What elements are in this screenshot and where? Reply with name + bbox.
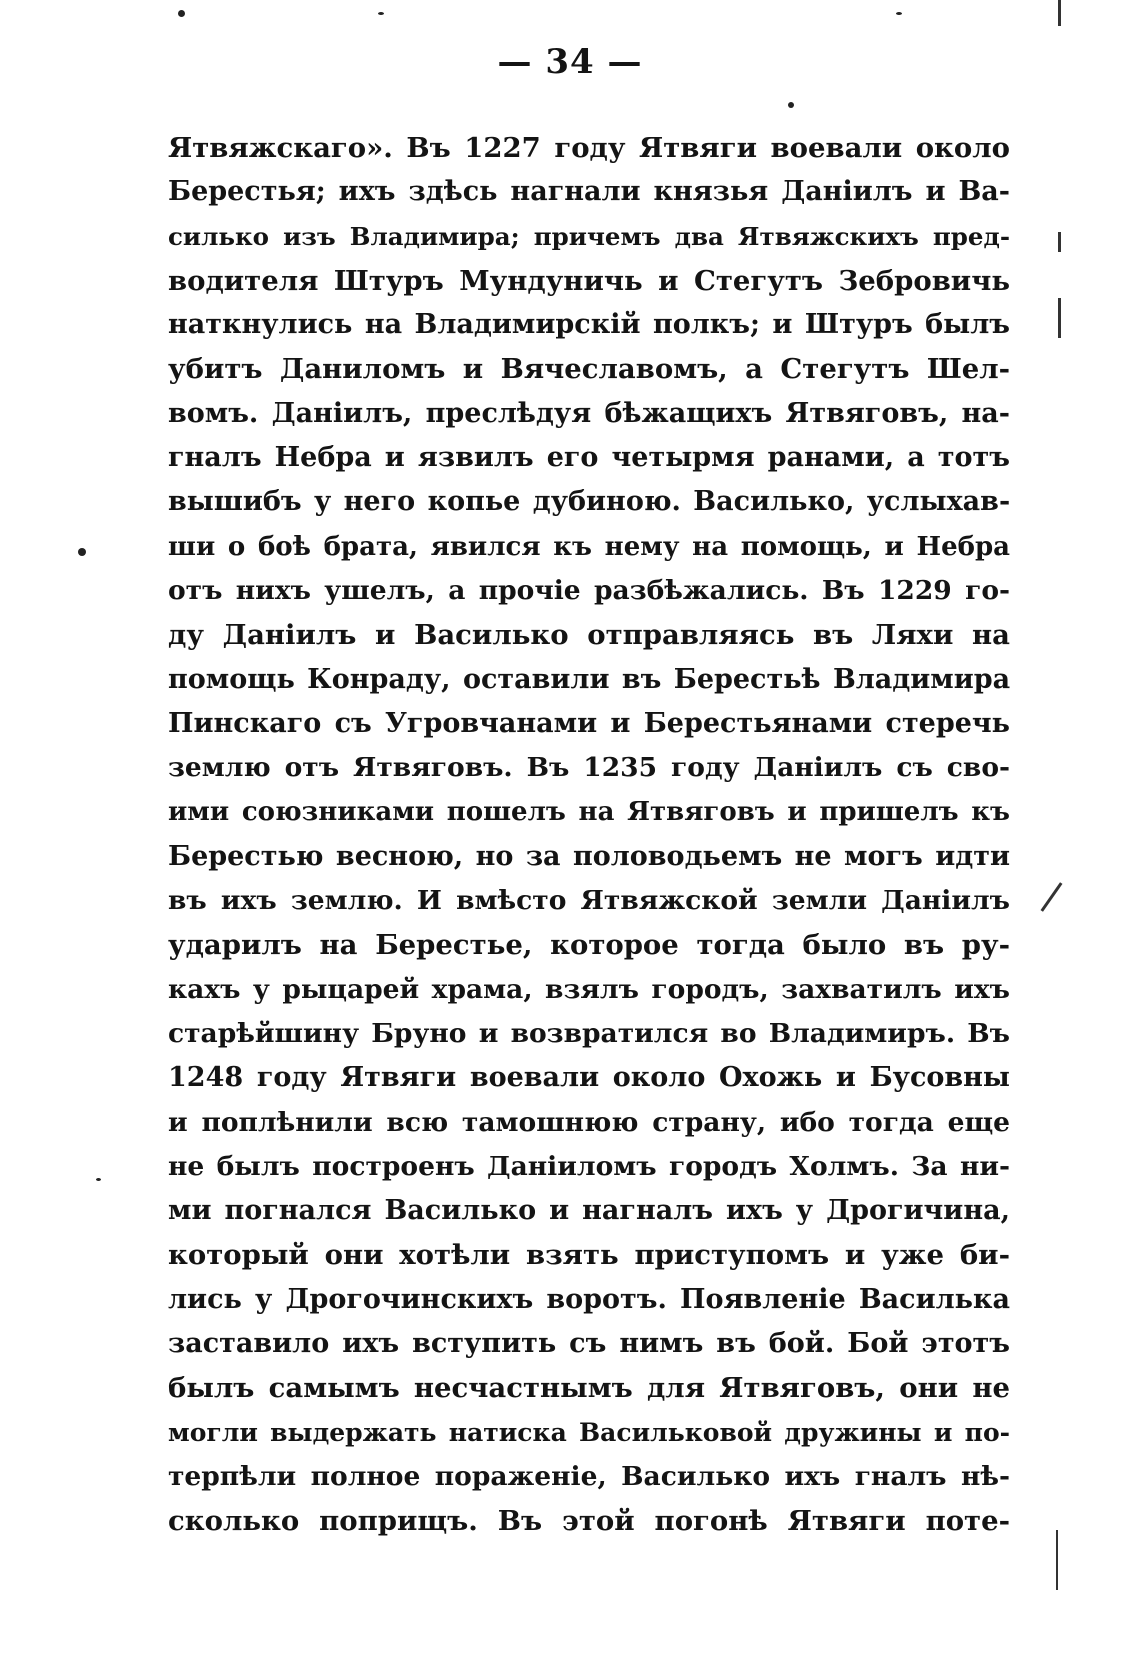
scan-speck <box>896 12 902 15</box>
text-line: вышибъ у него копье дубиною. Василько, услыхав- <box>168 486 1011 518</box>
scan-speck <box>378 12 384 15</box>
text-line: былъ самымъ несчастнымъ для Ятвяговъ, они не <box>168 1372 1010 1405</box>
text-line: ши о боѣ брата, явился къ нему на помощь, и Небра <box>168 531 1010 562</box>
text-line: отъ нихъ ушелъ, а прочіе разбѣжались. Въ 1229 го- <box>168 574 1010 606</box>
text-line: не былъ построенъ Даніиломъ городъ Холмъ. За ни- <box>168 1150 1010 1182</box>
text-line: убитъ Даниломъ и Вячеславомъ, а Стегутъ Шел- <box>168 353 1010 386</box>
scan-edge-mark <box>1058 298 1061 338</box>
text-line: ими союзниками пошелъ на Ятвяговъ и пришелъ къ <box>168 797 1010 828</box>
page-number: — 34 — <box>497 42 643 82</box>
text-line: лись у Дрогочинскихъ воротъ. Появленіе Василька <box>168 1283 1010 1315</box>
text-line: могли выдержать натиска Васильковой дружины и по- <box>168 1417 1010 1447</box>
text-line: землю отъ Ятвяговъ. Въ 1235 году Даніилъ съ сво- <box>168 752 1010 784</box>
text-line: и поплѣнили всю тамошнюю страну, ибо тогда еще <box>168 1106 1010 1138</box>
text-line: наткнулись на Владимирскій полкъ; и Штуръ былъ <box>168 309 1010 341</box>
body-text <box>168 126 1010 1544</box>
text-line: вомъ. Даніилъ, преслѣдуя бѣжащихъ Ятвяговъ, на- <box>168 397 1010 429</box>
scan-speck <box>96 1178 101 1181</box>
text-line: кахъ у рыцарей храма, взялъ городъ, захватилъ ихъ <box>168 973 1010 1005</box>
text-line: старѣйшину Бруно и возвратился во Владимиръ. Въ <box>168 1017 1010 1049</box>
text-line: 1248 году Ятвяги воевали около Охожь и Бусовны <box>168 1062 1010 1094</box>
text-line: водителя Штуръ Мундуничь и Стегутъ Зебровичь <box>168 264 1010 297</box>
text-line: Пинскаго съ Угровчанами и Берестьянами стеречь <box>168 707 1010 739</box>
text-line: гналъ Небра и язвилъ его четырмя ранами, а тотъ <box>168 442 1010 474</box>
text-line: ми погнался Василько и нагналъ ихъ у Дрогичина, <box>168 1195 1010 1227</box>
text-line: Берестья; ихъ здѣсь нагнали князья Даніилъ и Ва- <box>168 176 1010 208</box>
scan-speck <box>78 548 86 556</box>
text-line: силько изъ Владимира; причемъ два Ятвяжскихъ пред- <box>168 221 1010 251</box>
text-line: заставило ихъ вступить съ нимъ въ бой. Бой этотъ <box>168 1328 1010 1360</box>
text-line: въ ихъ землю. И вмѣсто Ятвяжской земли Даніилъ <box>168 885 1010 917</box>
text-line: терпѣли полное пораженіе, Василько ихъ гналъ нѣ- <box>168 1460 1010 1492</box>
scan-speck <box>788 102 794 108</box>
text-line: ударилъ на Берестье, которое тогда было въ ру- <box>168 929 1010 962</box>
scan-edge-mark <box>1056 1530 1058 1590</box>
text-line: который они хотѣли взять приступомъ и уже би- <box>168 1239 1010 1272</box>
scan-edge-mark <box>1058 0 1061 26</box>
scan-speck <box>178 10 185 17</box>
text-line: сколько поприщъ. Въ этой погонѣ Ятвяги поте- <box>168 1505 1010 1538</box>
scan-edge-mark <box>1058 232 1061 252</box>
scan-edge-mark <box>1041 882 1063 912</box>
text-line: Берестью весною, но за половодьемъ не могъ идти <box>168 840 1010 872</box>
text-line: ду Даніилъ и Василько отправляясь въ Ляхи на <box>168 619 1010 652</box>
text-line: Ятвяжскаго». Въ 1227 году Ятвяги воевали около <box>168 132 1010 164</box>
text-line: помощь Конраду, оставили въ Берестьѣ Владимира <box>168 663 1011 695</box>
